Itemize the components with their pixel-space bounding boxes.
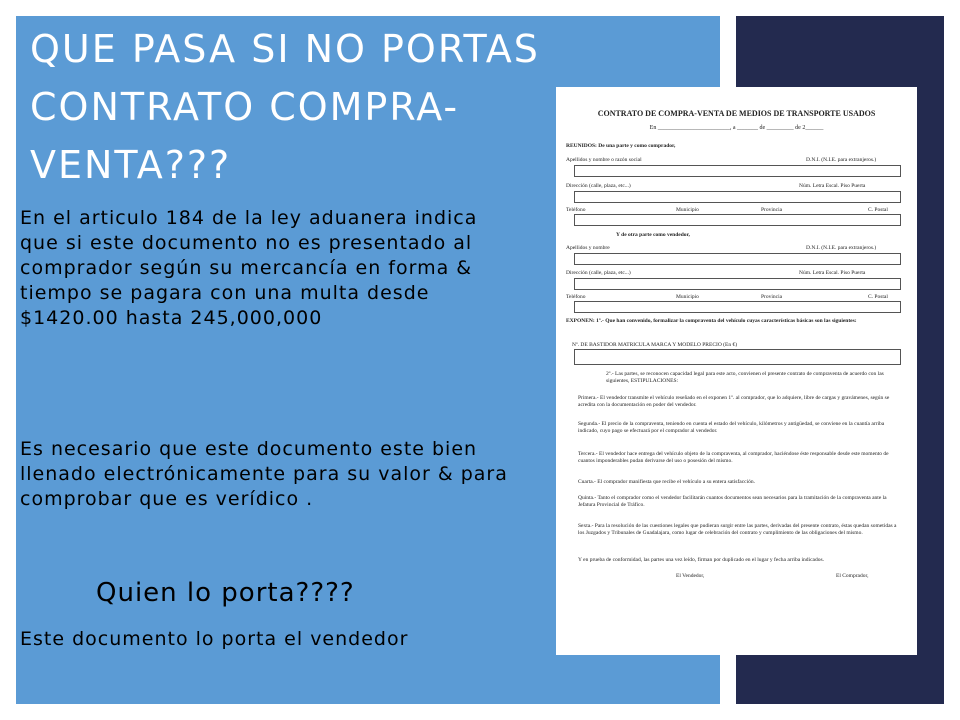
- doc-sig-seller: El Vendedor,: [676, 573, 705, 579]
- doc-seller-phone: Teléfono: [566, 294, 586, 300]
- slide-title: QUE PASA SI NO PORTAS CONTRATO COMPRA-VENTA???: [30, 27, 540, 187]
- doc-field-box: [574, 191, 901, 203]
- doc-seller-cp: C. Postal: [868, 294, 888, 300]
- doc-sexta: Sexta.- Para la resolución de las cuestiones legales que pudieran surgir entre las partes, derivadas del presente contrato, éstas quedan sometidas a los Juzgados y Tribunales de Guadalajara, como lugar de celebración del contrato y cumplimiento de las obligaciones del mismo.: [578, 523, 897, 536]
- doc-exponen: EXPONEN: 1º.- Que han convenido, formalizar la compraventa del vehículo cuyas características básicas son las siguientes:: [566, 318, 857, 324]
- doc-row-municipio: Municipio: [676, 207, 699, 213]
- doc-row-provincia: Provincia: [761, 207, 783, 213]
- body-paragraph-law: En el articulo 184 de la ley aduanera indica que si este documento no es presentado al comprador según su mercancía en forma & tiempo se pagara con una multa desde $1420.00 hasta 245,000,000: [20, 207, 478, 329]
- doc-segunda: Segunda.- El precio de la compraventa, teniendo en cuenta el estado del vehículo, kilómetros y antigüedad, se conviene en la cuantía arriba indicado, cuyo pago se efectuará por el comprador al vendedor.: [578, 421, 885, 434]
- contract-document-image: [556, 87, 917, 655]
- body-paragraph-requirement: Es necesario que este documento este bien llenado electrónicamente para su valor & para comprobar que es verídico .: [20, 438, 508, 510]
- doc-seller-municipio: Municipio: [676, 294, 699, 300]
- doc-quinta: Quinta.- Tanto el comprador como el vendedor facilitarán cuantos documentos sean necesarios para la tramitación de la compraventa ante la Jefatura Provincial de Tráfico.: [578, 495, 887, 508]
- doc-row-address: Dirección (calle, plaza, etc...): [566, 183, 631, 189]
- doc-row-address-cols: Núm. Letra Escal. Piso Puerta: [799, 183, 866, 189]
- doc-seller-address: Dirección (calle, plaza, etc...): [566, 270, 631, 276]
- doc-row-cp: C. Postal: [868, 207, 888, 213]
- doc-row-name: Apellidos y nombre o razón social: [566, 157, 642, 163]
- doc-seller-address-cols: Núm. Letra Escal. Piso Puerta: [799, 270, 866, 276]
- doc-row-phone: Teléfono: [566, 207, 586, 213]
- doc-primera: Primera.- El vendedor transmite el vehículo reseñado en el exponen 1º. al comprador, que lo adquiere, libre de cargas y gravámenes, según se acredita con la documentación en poder del vendedor.: [578, 395, 890, 408]
- doc-closing: Y en prueba de conformidad, las partes una vez leído, firman por duplicado en el lugar y fecha arriba indicados.: [578, 557, 824, 563]
- doc-seller: Y de otra parte como vendedor,: [616, 232, 690, 238]
- doc-field-box: [574, 253, 901, 265]
- doc-title: CONTRATO DE COMPRA-VENTA DE MEDIOS DE TRANSPORTE USADOS: [597, 109, 876, 118]
- doc-seller-dni: D.N.I. (N.I.E. para extranjeros.): [806, 245, 877, 251]
- doc-sig-buyer: El Comprador,: [836, 573, 869, 579]
- doc-tercera: Tercera.- El vendedor hace entrega del vehículo objeto de la compraventa, al comprador, haciéndose éste responsable desde este momento de cuantos imponderables pudan derivarse del uso o posesión del mismo.: [578, 451, 889, 464]
- answer-paragraph: Este documento lo porta el vendedor: [20, 628, 409, 650]
- doc-row-dni: D.N.I. (N.I.E. para extranjeros.): [806, 157, 877, 163]
- doc-field-box: [574, 165, 901, 177]
- doc-seller-provincia: Provincia: [761, 294, 783, 300]
- doc-vehicle-box: [574, 349, 901, 365]
- doc-vehicle-cols: Nº. DE BASTIDOR MATRICULA MARCA Y MODELO PRECIO (En €): [572, 342, 738, 348]
- doc-field-box: [574, 214, 901, 226]
- doc-clause2: 2º.- Las partes, se reconocen capacidad legal para este acto, convienen el presente contrato de compraventa de acuerdo con las siguientes, ESTIPULACIONES:: [606, 371, 884, 384]
- doc-reunidos: REUNIDOS: De una parte y como comprador,: [566, 143, 676, 149]
- question-heading: Quien lo porta????: [96, 578, 355, 608]
- doc-seller-name: Apellidos y nombre: [566, 245, 610, 251]
- doc-field-box: [574, 278, 901, 290]
- doc-place-line: En ________________________, a _______ de _________ de 2______: [649, 125, 824, 131]
- doc-cuarta: Cuarta.- El comprador manifiesta que recibe el vehículo a su entera satisfacción.: [578, 479, 755, 485]
- doc-field-box: [574, 301, 901, 313]
